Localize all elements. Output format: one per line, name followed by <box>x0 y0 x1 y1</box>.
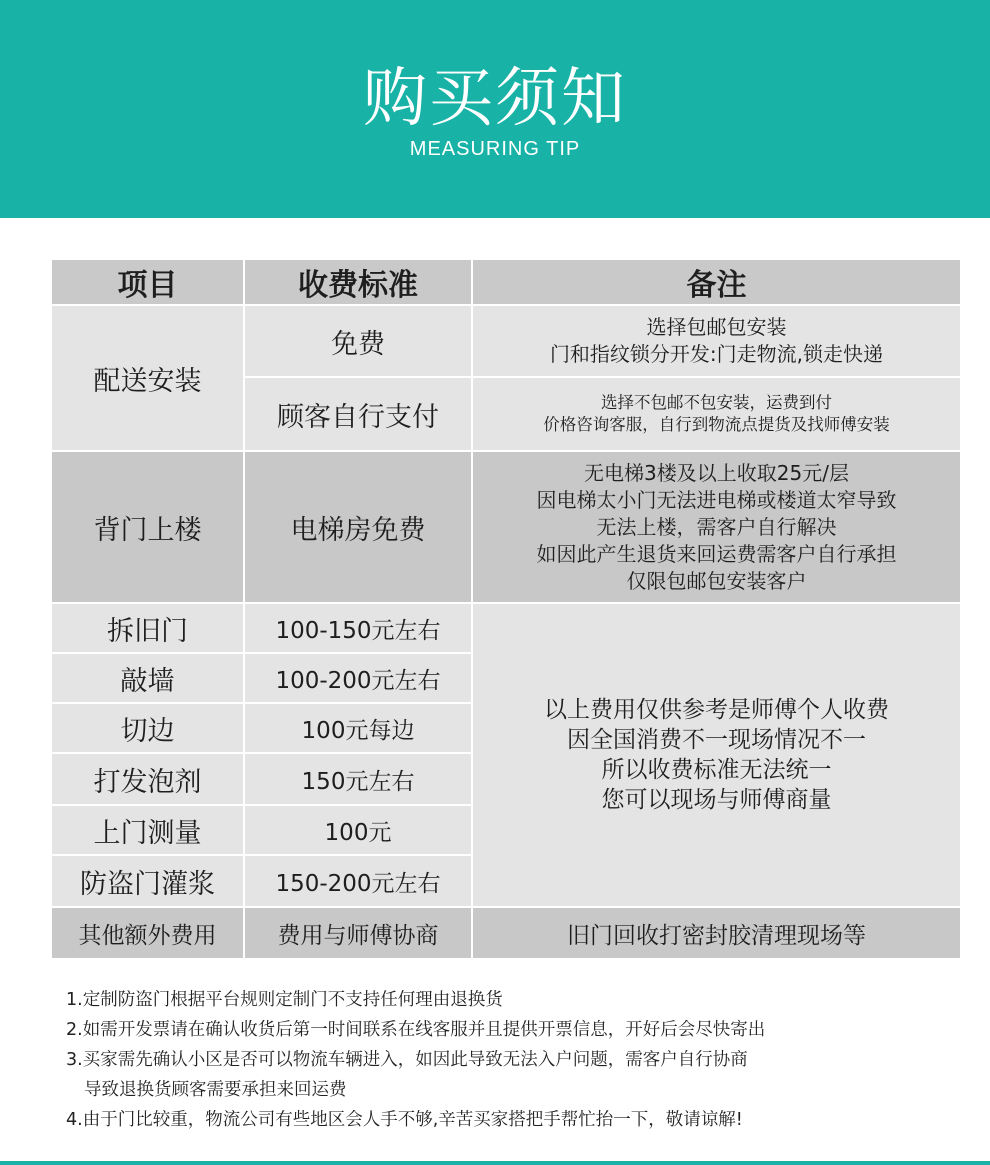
table-row <box>51 451 961 603</box>
delivery-fee-2: 顾客自行支付 <box>244 377 472 451</box>
page-subtitle: MEASURING TIP <box>409 138 581 160</box>
delivery-note-1 <box>472 305 961 377</box>
page-title: 购买须知 <box>363 62 627 136</box>
service-fee: 100-150元左右 <box>244 603 472 653</box>
fee-table <box>50 258 962 960</box>
service-item: 切边 <box>51 703 244 753</box>
table-row <box>51 907 961 959</box>
note-line: 因电梯太小门无法进电梯或楼道太窄导致 <box>536 487 897 512</box>
note-line: 无法上楼，需客户自行解决 <box>596 514 837 539</box>
table-header-row <box>51 259 961 305</box>
service-fee: 150-200元左右 <box>244 855 472 907</box>
stairs-item: 背门上楼 <box>51 451 244 603</box>
note-line: 如因此产生退货来回运费需客户自行承担 <box>536 541 897 566</box>
delivery-note-2 <box>472 377 961 451</box>
note-line: 因全国消费不一现场情况不一 <box>567 727 866 753</box>
note-line: 您可以现场与师傅商量 <box>601 787 832 813</box>
header-note: 备注 <box>472 259 961 305</box>
service-item: 敲墙 <box>51 653 244 703</box>
footnote-3-cont: 导致退换货顾客需要承担来回运费 <box>84 1080 347 1100</box>
service-fee: 150元左右 <box>244 753 472 805</box>
note-line: 选择不包邮不包安装，运费到付 <box>601 393 832 412</box>
service-item: 拆旧门 <box>51 603 244 653</box>
other-item: 其他额外费用 <box>51 907 244 959</box>
stairs-fee: 电梯房免费 <box>244 451 472 603</box>
other-fee: 费用与师傅协商 <box>244 907 472 959</box>
service-fee: 100元 <box>244 805 472 855</box>
note-line: 以上费用仅供参考是师傅个人收费 <box>544 697 889 723</box>
bottom-accent-line <box>0 1161 990 1165</box>
note-line: 无电梯3楼及以上收取25元/层 <box>584 460 849 485</box>
note-line: 仅限包邮包安装客户 <box>626 568 807 593</box>
footnote-1: 1.定制防盗门根据平台规则定制门不支持任何理由退换货 <box>66 990 503 1010</box>
service-item: 上门测量 <box>51 805 244 855</box>
delivery-fee-1: 免费 <box>244 305 472 377</box>
header-item: 项目 <box>51 259 244 305</box>
table-row <box>51 603 961 653</box>
header-fee: 收费标准 <box>244 259 472 305</box>
footnotes <box>66 985 946 1135</box>
note-line: 价格咨询客服，自行到物流点提货及找师傅安装 <box>543 415 890 434</box>
header-banner <box>0 0 990 218</box>
footnote-2: 2.如需开发票请在确认收货后第一时间联系在线客服并且提供开票信息，开好后会尽快寄出 <box>66 1020 766 1040</box>
note-line: 所以收费标准无法统一 <box>601 757 832 783</box>
delivery-item: 配送安装 <box>51 305 244 451</box>
footnote-4: 4.由于门比较重，物流公司有些地区会人手不够,辛苦买家搭把手帮忙抬一下，敬请谅解! <box>66 1110 743 1130</box>
services-notes <box>472 603 961 907</box>
note-line: 选择包邮包安装 <box>646 315 787 339</box>
service-item: 打发泡剂 <box>51 753 244 805</box>
service-fee: 100-200元左右 <box>244 653 472 703</box>
note-line: 门和指纹锁分开发:门走物流,锁走快递 <box>549 342 884 366</box>
service-item: 防盗门灌浆 <box>51 855 244 907</box>
other-note: 旧门回收打密封胶清理现场等 <box>472 907 961 959</box>
footnote-3: 3.买家需先确认小区是否可以物流车辆进入，如因此导致无法入户问题，需客户自行协商 <box>66 1050 748 1070</box>
table-row <box>51 305 961 377</box>
stairs-notes <box>472 451 961 603</box>
service-fee: 100元每边 <box>244 703 472 753</box>
